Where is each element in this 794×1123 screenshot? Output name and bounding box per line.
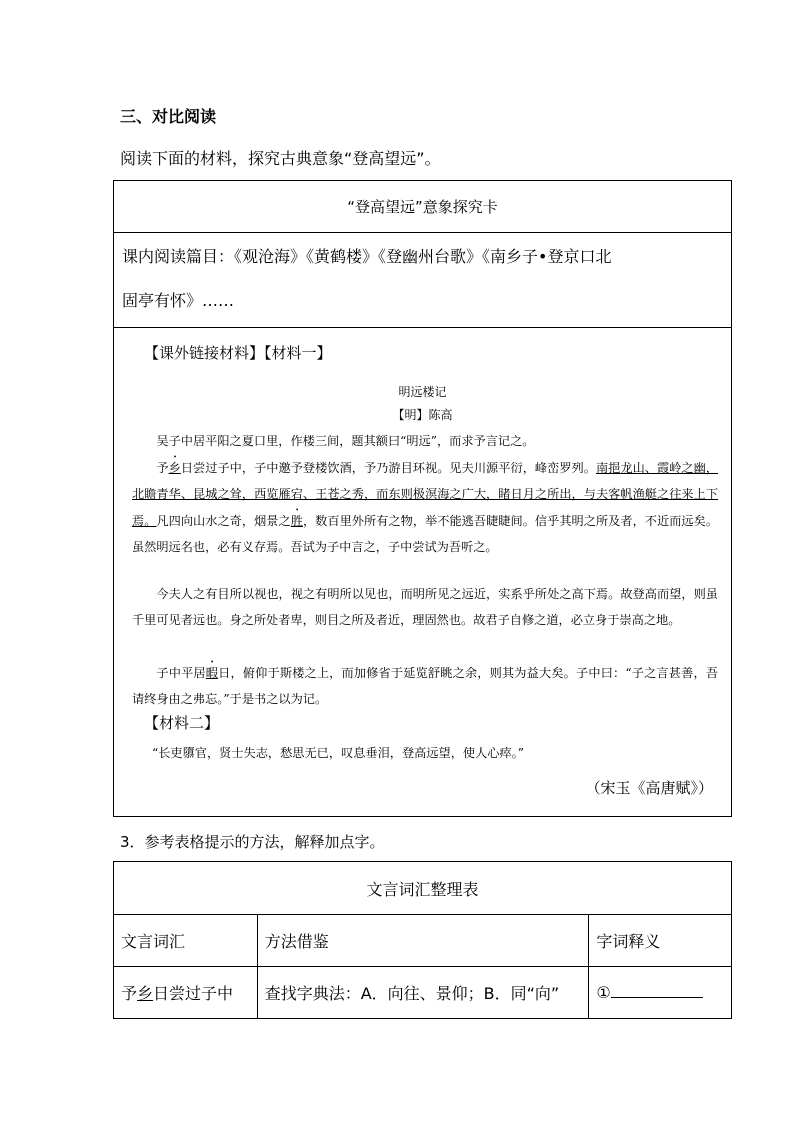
material-2-header: 【材料二】	[144, 714, 220, 732]
reading-list	[114, 233, 731, 328]
material-2-text: “长吏隳官，贤士失志，愁思无已，叹息垂泪，登高远望，使人心瘁。”	[152, 746, 524, 760]
answer-blank[interactable]	[611, 983, 703, 998]
inquiry-card	[113, 180, 732, 817]
dotted-word-xiang: 乡	[168, 461, 181, 475]
vocab-table-title: 文言词汇整理表	[114, 862, 732, 915]
paragraph-3: 今夫人之有目所以视也，视之有明所以见也，而明所见之远近，实系乎所处之高下焉。故登高而望，则虽千里可见者远也。身之所处者卑，则目之所及者近，理固然也。故君子自修之道，必立身于崇高之地。	[132, 587, 718, 627]
section-title: 三、对比阅读	[120, 107, 217, 126]
paragraph-2: 予乡日尝过子中，子中邀予登楼饮酒，予乃游目环视。见夫川源平衍，峰峦罗列。南挹龙山、霞岭之幽，北瞻青华、昆城之耸，西览雁宕、王苍之秀，而东则极溟海之广大，睹日月之所出，与夫客帆渔艇之往来上下焉。凡四向山水之奇，烟景之胜，数百里外所有之物，举不能逃吾睫睫间。信乎其明之所及者，不近而远矣。虽然明远名也，必有义存焉。吾试为子中言之，子中尝试为吾听之。	[132, 461, 719, 554]
cell-method: 查找字典法：A．向往、景仰；B．同“向”	[257, 967, 589, 1019]
cell-word: 予乡日尝过子中	[114, 967, 258, 1019]
dotted-word-sheng: 胜	[290, 514, 303, 528]
reading-line-2: 固亭有怀》……	[122, 291, 235, 310]
material-2-source: （宋玉《高唐赋》）	[585, 779, 713, 797]
cell-answer[interactable]: ①	[589, 967, 732, 1019]
paragraph-1: 吴子中居平阳之夏口里，作楼三间，题其额曰“明远”，而求予言记之。	[156, 434, 535, 448]
question-3: 3．参考表格提示的方法，解释加点字。	[120, 833, 385, 851]
header-method: 方法借鉴	[257, 915, 589, 967]
paragraph-4: 子中平居暇日，俯仰于斯楼之上，而加修省于延览舒眺之余，则其为益大矣。子中曰：“子之言甚善，吾请终身由之弗忘。”于是书之以为记。	[132, 666, 719, 706]
dotted-word-xia: 暇	[205, 666, 219, 680]
card-title: “登高望远”意象探究卡	[114, 181, 731, 233]
header-meaning: 字词释义	[589, 915, 732, 967]
vocab-table	[113, 861, 732, 1019]
header-word: 文言词汇	[114, 915, 258, 967]
underlined-passage: 南挹龙山、霞岭之幽，北瞻青华、昆城之耸，西览雁宕、王苍之秀，而东则极溟海之广大，睹日月之所出，与夫客帆渔艇之往来上下焉。	[132, 461, 719, 528]
extra-materials	[114, 328, 731, 816]
article-author: 【明】陈高	[392, 408, 453, 422]
section-intro: 阅读下面的材料，探究古典意象“登高望远”。	[120, 149, 441, 168]
reading-line-1: 课内阅读篇目：《观沧海》《黄鹤楼》《登幽州台歌》《南乡子•登京口北	[122, 247, 612, 266]
article-title: 明远楼记	[398, 385, 447, 399]
link-material-header: 【课外链接材料】【材料一】	[144, 344, 332, 362]
